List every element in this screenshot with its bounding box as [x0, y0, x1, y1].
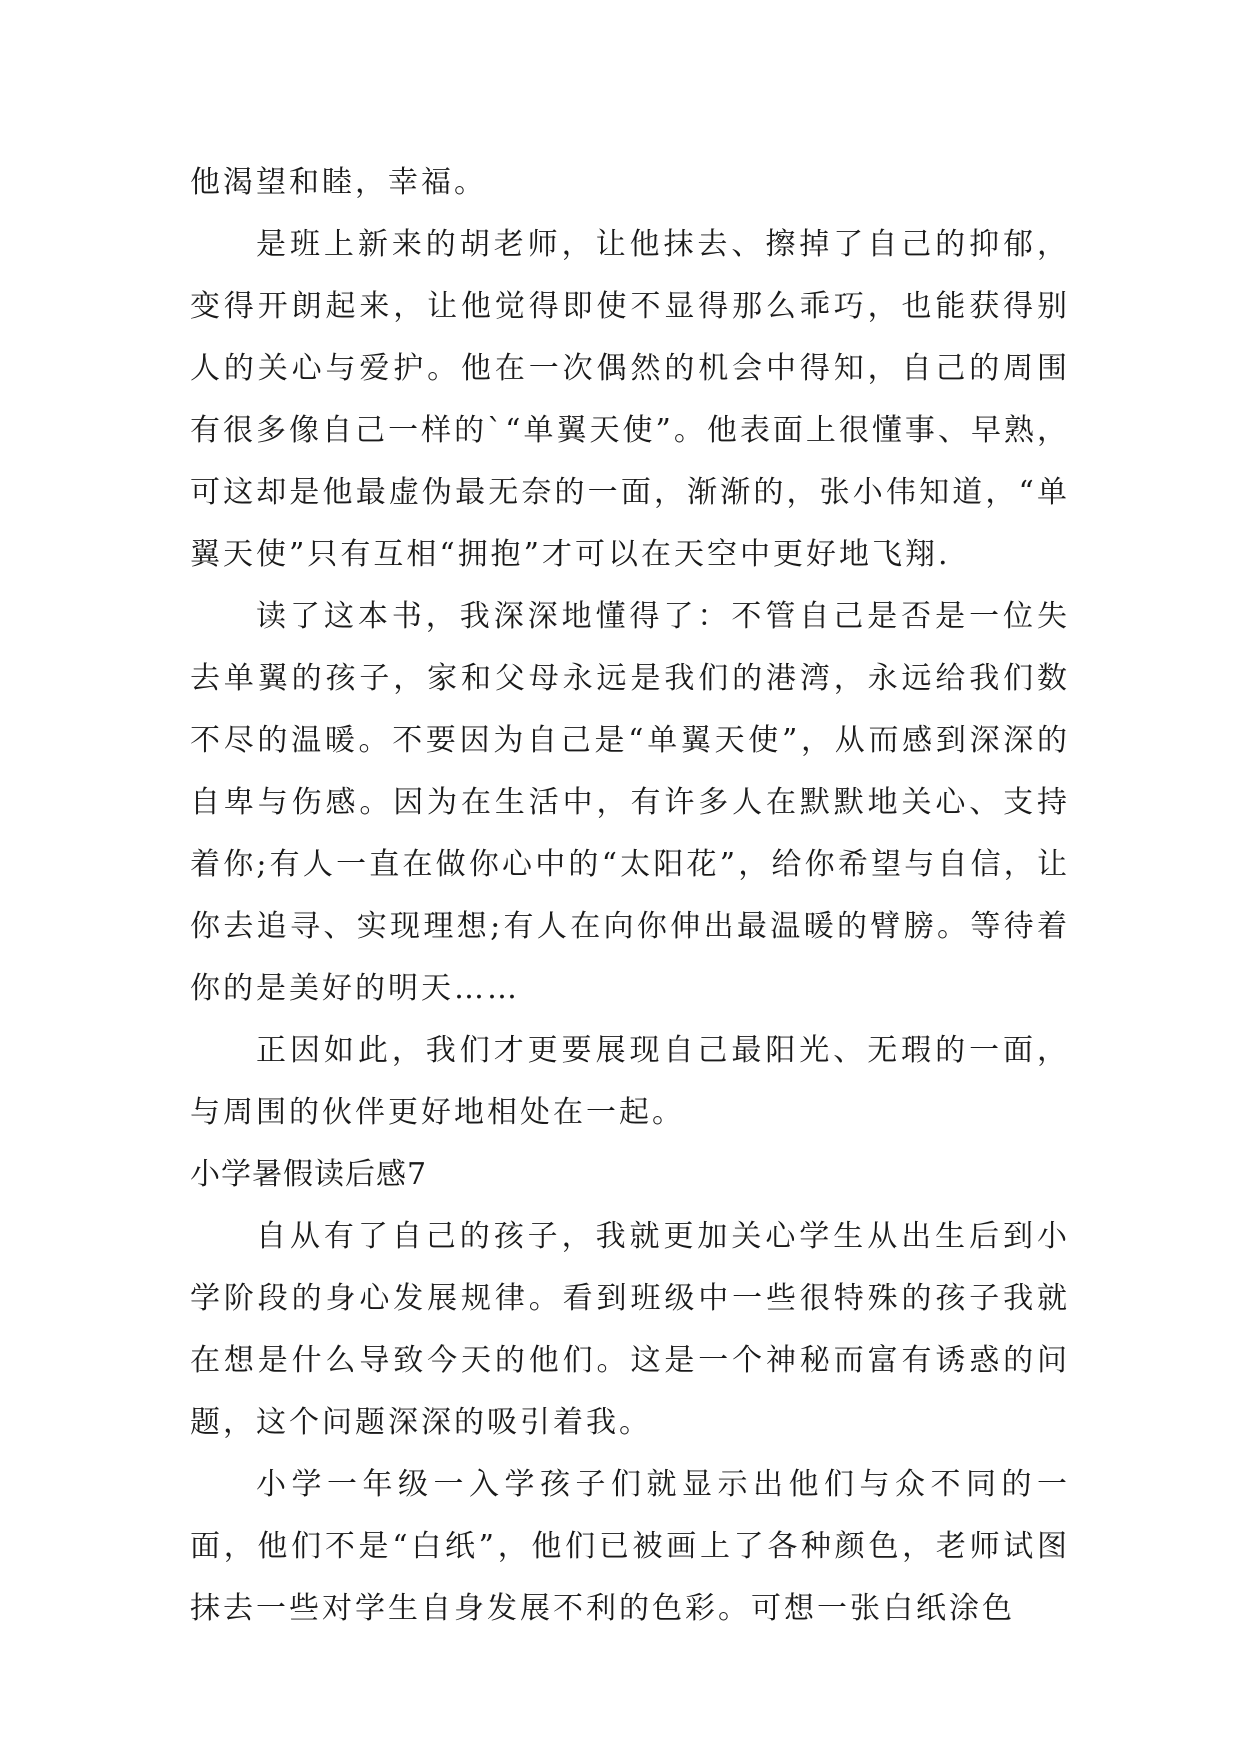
paragraph: 自从有了自己的孩子，我就更加关心学生从出生后到小学阶段的身心发展规律。看到班级中一些很特殊的孩子我就在想是什么导致今天的他们。这是一个神秘而富有诱惑的问题，这个问题深深的吸引着我。 — [190, 1219, 1070, 1440]
paragraph: 读了这本书，我深深地懂得了：不管自己是否是一位失去单翼的孩子，家和父母永远是我们的港湾，永远给我们数不尽的温暖。不要因为自己是“单翼天使”，从而感到深深的自卑与伤感。因为在生活中，有许多人在默默地关心、支持着你;有人一直在做你心中的“太阳花”，给你希望与自信，让你去追寻、实现理想;有人在向你伸出最温暖的臂膀。等待着你的是美好的明天…… — [190, 599, 1070, 1006]
paragraph: 小学一年级一入学孩子们就显示出他们与众不同的一面，他们不是“白纸”，他们已被画上了各种颜色，老师试图抹去一些对学生自身发展不利的色彩。可想一张白纸涂色 — [190, 1467, 1070, 1626]
paragraph: 正因如此，我们才更要展现自己最阳光、无瑕的一面，与周围的伙伴更好地相处在一起。 — [190, 1033, 1070, 1130]
paragraph-continued: 他渴望和睦，幸福。 — [190, 165, 487, 200]
document-page — [190, 152, 1070, 1640]
paragraph: 是班上新来的胡老师，让他抹去、擦掉了自己的抑郁，变得开朗起来，让他觉得即使不显得那么乖巧，也能获得别人的关心与爱护。他在一次偶然的机会中得知，自己的周围有很多像自己一样的`“单翼天使”。他表面上很懂事、早熟，可这却是他最虚伪最无奈的一面，渐渐的，张小伟知道，“单翼天使”只有互相“拥抱”才可以在天空中更好地飞翔. — [190, 227, 1070, 572]
section-title: 小学暑假读后感7 — [190, 1157, 428, 1192]
